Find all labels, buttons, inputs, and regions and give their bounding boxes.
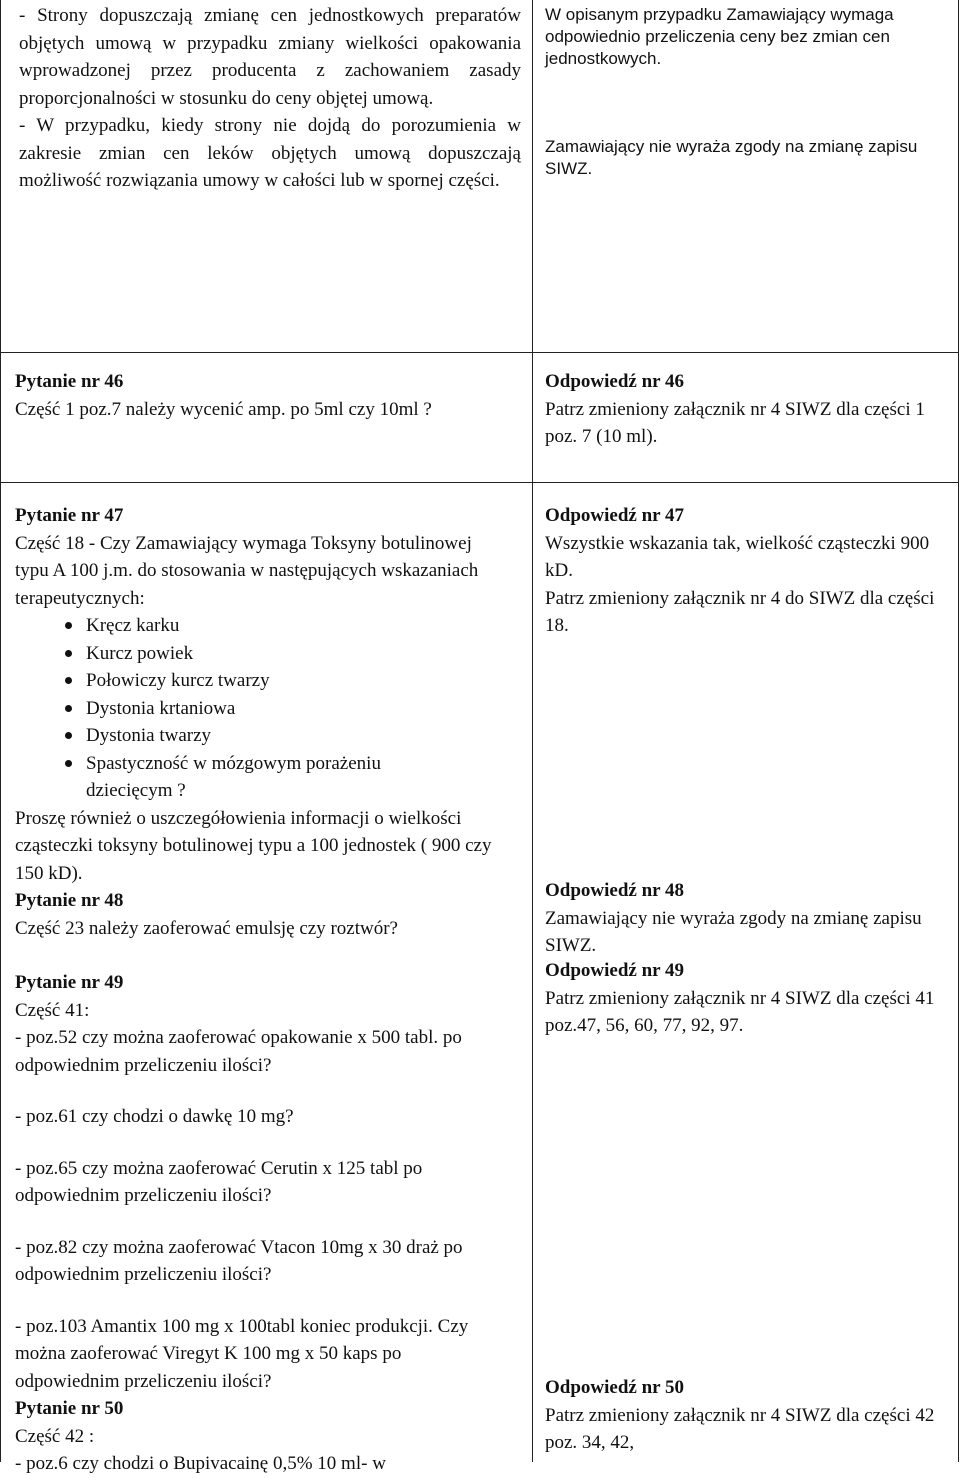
question-50-title: Pytanie nr 50: [15, 1398, 124, 1419]
question-46: [15, 368, 510, 423]
row-divider: [0, 352, 959, 353]
answer-50: [545, 1374, 940, 1457]
question-50-pos-6: - poz.6 czy chodzi o Bupivacainę 0,5% 10 ml- w: [15, 1453, 386, 1474]
indications-list: [15, 612, 510, 777]
row-divider: [0, 482, 959, 483]
answer-49-title: Odpowiedź nr 49: [545, 960, 685, 981]
list-item: Dystonia twarzy: [15, 722, 510, 750]
question-46-text: Część 1 poz.7 należy wycenić amp. po 5ml czy 10ml ?: [15, 398, 432, 420]
answer-46-title: Odpowiedź nr 46: [545, 371, 685, 392]
table-column-divider: [532, 0, 533, 1462]
answer-49: [545, 957, 940, 1040]
question-49-pos-65: - poz.65 czy można zaoferować Cerutin x 125 tabl po odpowiednim przeliczeniu ilości?: [15, 1157, 423, 1206]
list-item: Dystonia krtaniowa: [15, 695, 510, 723]
answer-46-text: Patrz zmieniony załącznik nr 4 SIWZ dla części 1 poz. 7 (10 ml).: [545, 398, 925, 447]
answer-47-text-2: Patrz zmieniony załącznik nr 4 do SIWZ dla części 18.: [545, 587, 935, 636]
answer-48-title: Odpowiedź nr 48: [545, 880, 685, 901]
question-47-title: Pytanie nr 47: [15, 505, 124, 526]
table-border-left: [0, 0, 1, 1462]
answer-50-text: Patrz zmieniony załącznik nr 4 SIWZ dla części 42 poz. 34, 42,: [545, 1404, 935, 1453]
answer-46: [545, 368, 940, 451]
question-49-pos-61: - poz.61 czy chodzi o dawkę 10 mg?: [15, 1106, 294, 1127]
question-49-text: Część 41:: [15, 999, 90, 1021]
answer-49-text: Patrz zmieniony załącznik nr 4 SIWZ dla części 41 poz.47, 56, 60, 77, 92, 97.: [545, 987, 935, 1036]
question-49-pos-52: - poz.52 czy można zaoferować opakowanie x 500 tabl. po odpowiednim przeliczeniu ilości?: [15, 1027, 462, 1076]
question-49-pos-103: - poz.103 Amantix 100 mg x 100tabl koniec produkcji. Czy można zaoferować Viregyt K 100 mg x 50 kaps po odpowiednim przeliczeniu ilości?: [15, 1315, 469, 1392]
list-item: Kręcz karku: [15, 612, 510, 640]
question-47-text: Część 18 - Czy Zamawiający wymaga Toksyny botulinowej typu A 100 j.m. do stosowania w następujących wskazaniach terapeutycznych:: [15, 532, 479, 609]
list-item: Kurcz powiek: [15, 640, 510, 668]
list-item-continuation: dziecięcym ?: [86, 780, 186, 801]
question-47-text-2: Proszę również o uszczegółowienia informacji o wielkości cząsteczki toksyny botulinowej typu a 100 jednostek ( 900 czy 150 kD).: [15, 807, 492, 884]
question-47-50-cell: [15, 502, 510, 1478]
top-right-cell: [545, 4, 925, 180]
table-border-right: [958, 0, 959, 1462]
question-49-pos-82: - poz.82 czy można zaoferować Vtacon 10mg x 30 draż po odpowiednim przeliczeniu ilości?: [15, 1236, 463, 1285]
top-answer-1: W opisanym przypadku Zamawiający wymaga odpowiednio przeliczenia ceny bez zmian cen jednostkowych.: [545, 5, 894, 68]
answer-48: [545, 877, 940, 960]
answer-47-text-1: Wszystkie wskazania tak, wielkość cząsteczki 900 kD.: [545, 532, 930, 581]
clause-termination: - W przypadku, kiedy strony nie dojdą do porozumienia w zakresie zmian cen leków objętych umową dopuszczają możliwość rozwiązania umowy w całości lub w spornej części.: [19, 115, 521, 191]
answer-50-title: Odpowiedź nr 50: [545, 1377, 685, 1398]
question-49-title: Pytanie nr 49: [15, 972, 124, 993]
list-item: Połowiczy kurcz twarzy: [15, 667, 510, 695]
answer-47-title: Odpowiedź nr 47: [545, 505, 685, 526]
question-48-text: Część 23 należy zaoferować emulsję czy roztwór?: [15, 917, 398, 939]
question-46-title: Pytanie nr 46: [15, 371, 124, 392]
top-answer-2: Zamawiający nie wyraża zgody na zmianę zapisu SIWZ.: [545, 137, 918, 178]
answer-47: [545, 502, 950, 640]
answer-48-text: Zamawiający nie wyraża zgody na zmianę zapisu SIWZ.: [545, 907, 922, 956]
top-left-cell: [19, 2, 521, 195]
clause-price-change: - Strony dopuszczają zmianę cen jednostkowych preparatów objętych umową w przypadku zmiany wielkości opakowania wprowadzonej przez producenta z zachowaniem zasady proporcjonalności w stosunku do ceny objętej umową.: [19, 5, 521, 109]
question-48-title: Pytanie nr 48: [15, 890, 124, 911]
list-item: Spastyczność w mózgowym porażeniu: [15, 750, 510, 778]
question-50-text: Część 42 :: [15, 1425, 95, 1447]
